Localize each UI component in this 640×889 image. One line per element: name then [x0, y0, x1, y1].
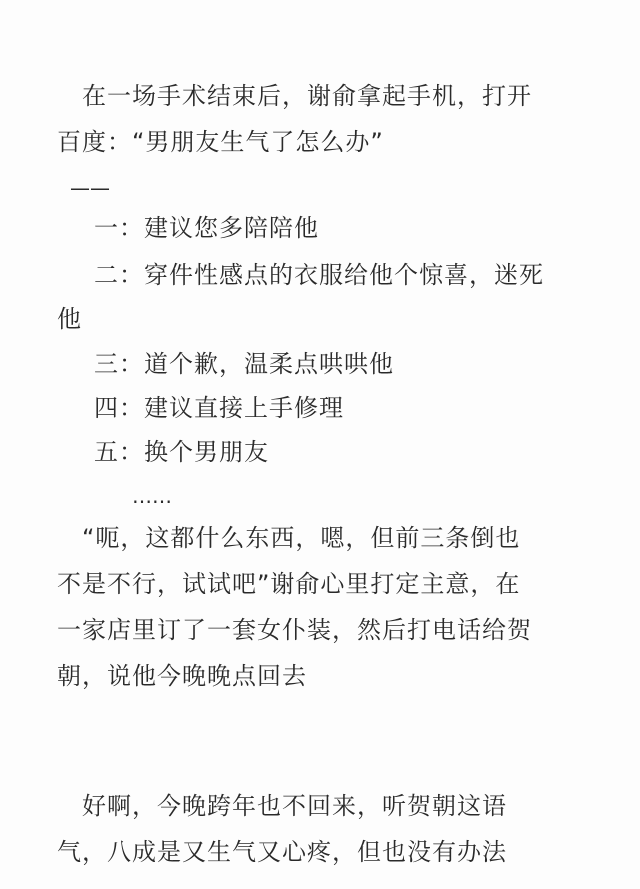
suggestion-item-2-line-1: 二：穿件性感点的衣服给他个惊喜，迷死 [94, 261, 544, 289]
paragraph-1-line-1: 在一场手术结束后，谢俞拿起手机，打开 [82, 82, 532, 110]
suggestion-item-2-line-2: 他 [57, 305, 82, 333]
paragraph-2-line-3: 一家店里订了一套女仆装，然后打电话给贺 [57, 616, 532, 644]
paragraph-2-line-4: 朝，说他今晚晚点回去 [57, 662, 307, 690]
paragraph-3-line-2: 气，八成是又生气又心疼，但也没有办法 [57, 838, 507, 866]
paragraph-1-line-2: 百度：“男朋友生气了怎么办” [57, 128, 384, 156]
paragraph-2-line-1: “呃，这都什么东西，嗯，但前三条倒也 [82, 524, 521, 552]
ellipsis: …… [132, 484, 172, 508]
suggestion-item-1: 一：建议您多陪陪他 [94, 214, 319, 242]
suggestion-item-3: 三：道个歉，温柔点哄哄他 [94, 350, 394, 378]
suggestion-item-4: 四：建议直接上手修理 [94, 394, 344, 422]
paragraph-2-line-2: 不是不行，试试吧”谢俞心里打定主意，在 [57, 570, 521, 598]
dash-separator: —— [70, 176, 110, 200]
paragraph-3-line-1: 好啊，今晚跨年也不回来，听贺朝这语 [82, 792, 507, 820]
suggestion-item-5: 五：换个男朋友 [94, 438, 269, 466]
